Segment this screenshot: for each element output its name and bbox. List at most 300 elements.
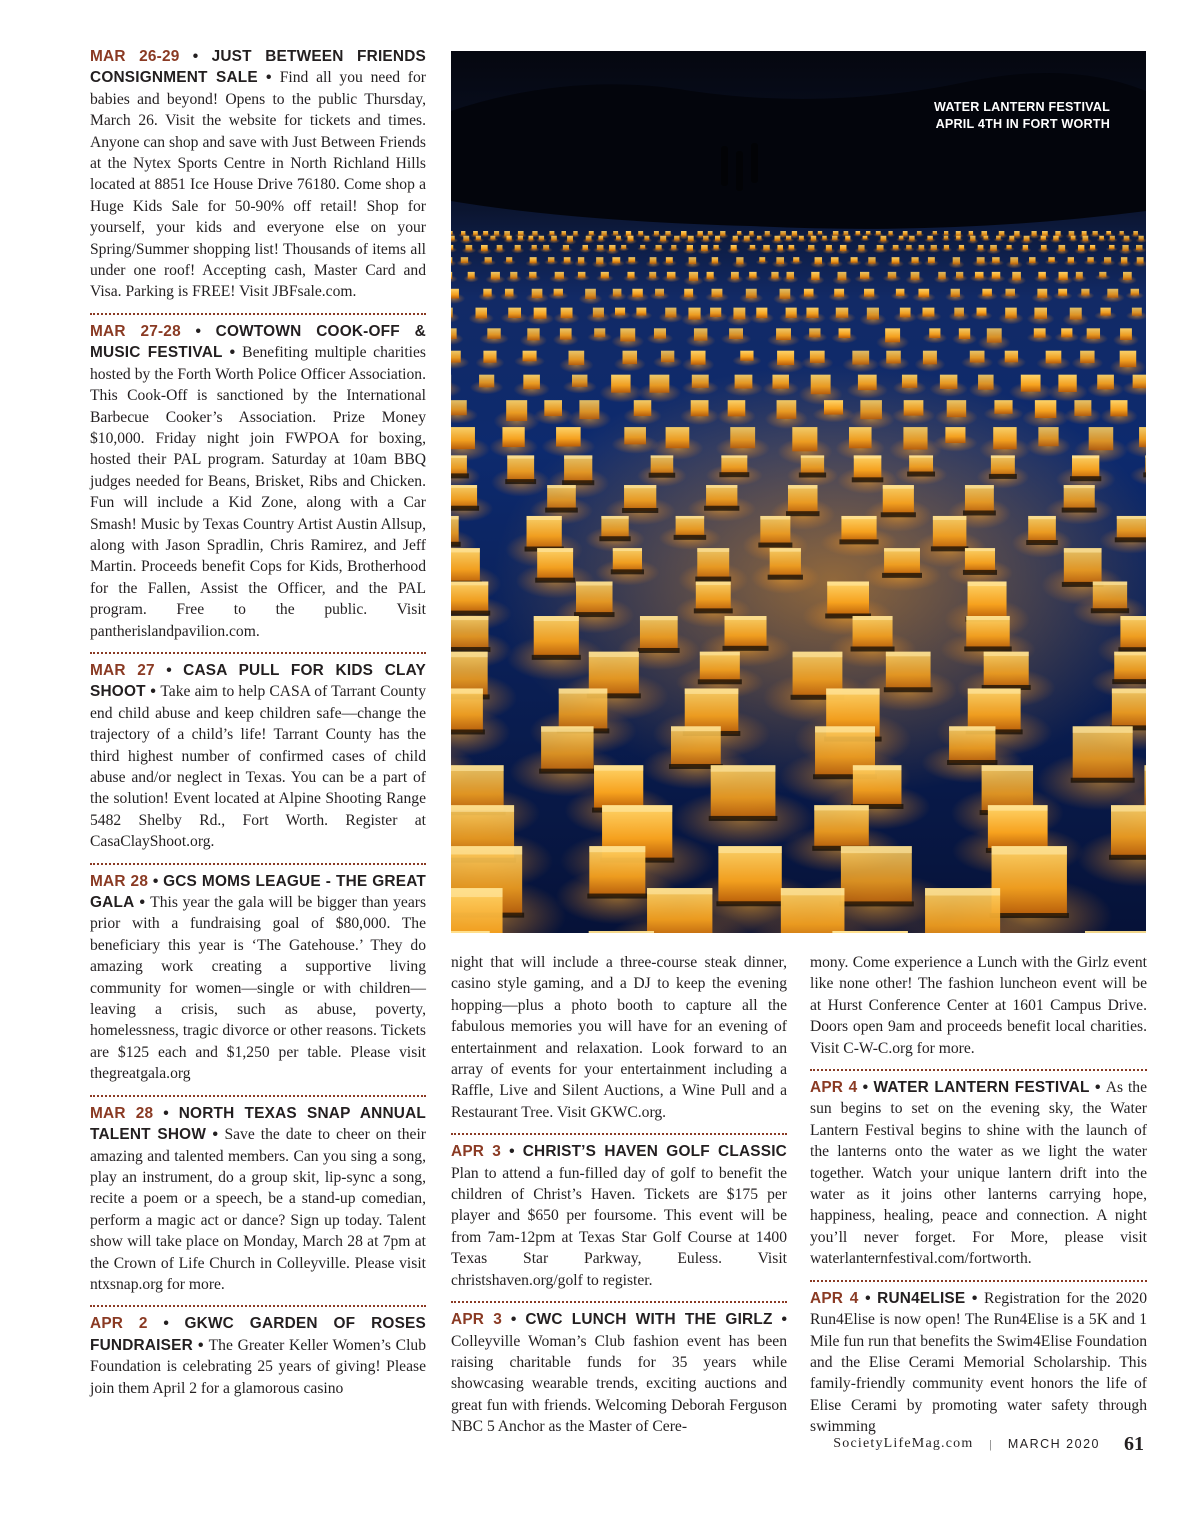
lantern xyxy=(750,308,774,324)
lantern xyxy=(702,272,718,283)
lantern xyxy=(842,351,879,373)
lantern xyxy=(1038,245,1051,253)
lantern xyxy=(971,308,993,321)
lantern xyxy=(1101,289,1125,303)
caption-line: APRIL 4TH IN FORT WORTH xyxy=(935,117,1110,131)
lantern xyxy=(1026,427,1070,457)
lantern xyxy=(915,308,941,322)
lantern xyxy=(573,272,589,281)
lantern xyxy=(624,257,639,265)
lantern xyxy=(1053,289,1073,300)
lantern xyxy=(638,375,682,403)
lantern xyxy=(451,236,458,243)
person-silhouette xyxy=(736,151,743,191)
dotted-divider xyxy=(810,1069,1147,1071)
lantern xyxy=(934,272,950,283)
lantern xyxy=(745,272,761,282)
lantern xyxy=(727,245,740,254)
lantern xyxy=(1104,231,1114,237)
lantern xyxy=(828,289,850,301)
lantern xyxy=(623,400,661,425)
lantern xyxy=(984,400,1024,421)
event-body: As the sun begins to set on the evening sky, the Water Lantern Festival begins to shine with the launch of the lanterns onto the water as we light the water together. Watch your unique lantern drift into the water as it joins other lanterns carrying hope, happiness, healing, peace and connection. A night you’ll never forget. For More, please visit waterlanternfestival.com/fortworth. xyxy=(810,1079,1148,1268)
lantern xyxy=(705,289,729,302)
event-title: CHRIST’S HAVEN GOLF CLASSIC xyxy=(522,1143,787,1161)
distant-shoreline xyxy=(451,73,1146,229)
lantern xyxy=(799,308,826,324)
lantern xyxy=(1077,805,1146,887)
lantern xyxy=(541,427,595,457)
lantern xyxy=(828,308,855,324)
event-date: MAR 26-29 xyxy=(90,48,180,65)
lantern xyxy=(1054,245,1069,255)
lantern xyxy=(876,328,909,350)
lantern xyxy=(836,245,850,254)
lantern xyxy=(485,272,505,284)
lantern xyxy=(820,236,830,242)
lantern xyxy=(864,257,880,267)
lantern xyxy=(1119,245,1133,254)
event-body: mony. Come experience a Lunch with the Girlz event like none other! The fashion luncheon event will be at Hurst Conference Center at 1601 Campus Drive. Doors open 9am and proceeds benefit local charities. Visit C-W-C.org for more. xyxy=(810,954,1147,1057)
event-title: CWC LUNCH WITH THE GIRLZ xyxy=(525,1311,773,1329)
lantern xyxy=(502,257,515,265)
event-body: Take aim to help CASA of Tarrant County end child abuse and keep children safe—change the trajectory of a child’s life! Tarrant County has the third highest number of confirmed cases of child abuse and/or neglect in Texas. You can be a part of the solution! Event located at Alpine Shooting Range 5482 Shelby Rd., Fort Worth. Register at CasaClayShoot.org. xyxy=(90,683,426,851)
lantern xyxy=(1028,231,1039,239)
lantern xyxy=(835,427,885,460)
lantern xyxy=(592,257,608,268)
lantern xyxy=(767,328,800,346)
lantern xyxy=(924,257,939,266)
event-casa-clay-shoot: MAR 27 • CASA PULL FOR KIDS CLAY SHOOT • Take aim to help CASA of Tarrant County end child abuse and keep children safe—change the trajectory of a child’s life! Tarrant County has the third highest number of confirmed cases of child abuse and/or neglect in Texas. You can be a part of the solution! Event located at Alpine Shooting Range 5482 Shelby Rd., Fort Worth. Register at CasaClayShoot.org. xyxy=(90,661,426,851)
lantern xyxy=(739,289,763,304)
footer-site: SocietyLifeMag.com xyxy=(833,1436,974,1451)
lantern xyxy=(451,455,480,488)
lantern xyxy=(883,272,902,282)
lantern xyxy=(759,245,773,253)
lantern xyxy=(970,272,989,282)
lantern xyxy=(653,351,682,369)
lantern xyxy=(1032,289,1054,303)
lantern xyxy=(826,257,843,267)
lantern xyxy=(945,289,965,302)
lantern xyxy=(1003,245,1014,251)
lantern xyxy=(773,289,797,305)
lantern xyxy=(1009,375,1052,401)
lantern xyxy=(863,231,873,236)
lantern xyxy=(905,272,924,284)
dotted-divider xyxy=(90,1095,426,1097)
lantern xyxy=(599,375,642,403)
person-silhouette xyxy=(751,143,758,183)
lantern xyxy=(853,231,863,237)
lantern xyxy=(977,289,998,301)
lantern xyxy=(682,375,719,395)
lantern xyxy=(618,245,629,251)
lantern xyxy=(1106,245,1118,252)
lantern xyxy=(451,328,463,345)
dotted-divider xyxy=(90,313,426,315)
lantern xyxy=(873,245,888,253)
lantern xyxy=(933,427,977,452)
lantern xyxy=(586,308,610,323)
lantern xyxy=(1099,516,1146,554)
lantern xyxy=(903,245,915,252)
lantern xyxy=(806,272,824,285)
lantern xyxy=(941,236,951,242)
lantern xyxy=(548,289,568,300)
lantern xyxy=(679,289,699,302)
lantern xyxy=(1000,289,1021,300)
lantern xyxy=(804,245,818,253)
lantern xyxy=(717,400,756,425)
lantern xyxy=(1117,257,1131,267)
lantern xyxy=(526,308,554,325)
lantern xyxy=(832,272,851,285)
lantern xyxy=(765,400,808,429)
lantern xyxy=(595,548,659,586)
lantern xyxy=(767,272,783,283)
lantern xyxy=(763,375,799,397)
lantern xyxy=(451,272,458,283)
dotted-divider xyxy=(90,863,426,865)
lantern xyxy=(451,257,456,266)
lantern xyxy=(1126,308,1146,321)
photo-caption xyxy=(934,99,1110,133)
lantern xyxy=(956,245,967,252)
dotted-divider xyxy=(90,1305,426,1307)
lantern xyxy=(451,308,459,323)
lantern xyxy=(686,328,716,347)
lantern xyxy=(860,308,887,326)
event-date: APR 4 xyxy=(810,1079,858,1097)
lantern xyxy=(1025,257,1039,266)
lantern xyxy=(785,245,797,252)
event-body: The Greater Keller Women’s Club Foundation is celebrating 25 years of giving! Please join them April 2 for a glamorous casino xyxy=(90,1336,426,1397)
lantern xyxy=(544,257,558,265)
lantern xyxy=(697,245,712,254)
lantern xyxy=(1019,245,1031,253)
lantern xyxy=(506,272,522,283)
lantern xyxy=(969,375,1003,398)
lantern xyxy=(854,272,874,283)
lantern xyxy=(1100,257,1116,266)
event-title: COWTOWN COOK-OFF & MUSIC FESTIVAL xyxy=(90,322,427,362)
lantern xyxy=(1118,272,1137,284)
lantern xyxy=(1087,375,1124,398)
lantern xyxy=(1110,351,1146,377)
lantern xyxy=(878,351,910,371)
lantern xyxy=(637,245,648,251)
event-body: Registration for the 2020 Run4Elise is now open! The Run4Elise is a 5K and 1 Mile fun run that benefits the Swim4Elise Foundation and the Elise Cerami Memorial Scholarship. This family-friendly community event honors the life of Elise Cerami by promoting water safety through swimming xyxy=(810,1289,1147,1436)
lantern xyxy=(978,328,1011,350)
person-silhouette xyxy=(721,146,728,186)
lantern xyxy=(810,257,826,268)
lantern xyxy=(1113,328,1139,346)
lantern xyxy=(451,289,465,304)
lantern xyxy=(1044,257,1058,265)
lantern xyxy=(651,427,703,460)
lantern xyxy=(721,328,752,345)
lantern xyxy=(534,400,573,425)
lantern xyxy=(1120,236,1132,243)
lantern xyxy=(596,272,614,282)
lantern xyxy=(608,257,625,266)
lantern xyxy=(891,289,910,300)
event-cwc-lunch-continued xyxy=(810,952,1147,1059)
lantern xyxy=(608,289,627,301)
lantern xyxy=(668,245,680,252)
lantern xyxy=(637,455,687,486)
lantern xyxy=(491,455,550,496)
column-middle xyxy=(451,952,787,1438)
lantern xyxy=(726,272,743,283)
event-title: NORTH TEXAS SNAP ANNUAL TALENT SHOW xyxy=(90,1104,426,1144)
lantern xyxy=(726,308,752,326)
lantern xyxy=(480,257,496,265)
page-number: 61 xyxy=(1124,1432,1144,1455)
lantern xyxy=(860,236,870,242)
event-body: Save the date to cheer on their amazing and talented members. Can you sing a song, play an instrument, do a group skit, lip-sync a song, recite a poem or a speech, be a stand-up comedian, perform a magic act or dance? Sign up today. Talent show will take place on Monday, March 28 at 7pm at the Crown of Life Church in Colleyville. Please visit ntxsnap.org for more. xyxy=(90,1126,426,1293)
lantern xyxy=(889,245,902,252)
lantern xyxy=(972,257,989,267)
lantern xyxy=(511,245,524,253)
lantern xyxy=(1022,400,1069,428)
lantern xyxy=(560,257,575,265)
lantern xyxy=(478,289,496,301)
lantern xyxy=(623,272,639,282)
lantern xyxy=(525,272,541,282)
lantern xyxy=(587,328,611,342)
lantern xyxy=(952,272,968,282)
lantern xyxy=(789,257,803,265)
event-gkwc-fundraiser: APR 2 • GKWC GARDEN OF ROSES FUNDRAISER • The Greater Keller Women’s Club Foundation is celebrating 25 years of giving! Please join them April 2 for a glamorous casino xyxy=(90,1315,426,1397)
lantern xyxy=(451,375,462,398)
lantern xyxy=(451,400,478,423)
lantern xyxy=(847,400,894,430)
dotted-divider xyxy=(810,1280,1147,1282)
lantern xyxy=(1007,272,1026,285)
lantern xyxy=(593,245,607,253)
lantern xyxy=(567,400,611,429)
lantern xyxy=(961,351,993,369)
lantern xyxy=(1064,257,1078,266)
lantern xyxy=(1072,272,1087,283)
dotted-divider xyxy=(451,1133,787,1135)
lantern xyxy=(892,400,935,424)
event-body: Find all you need for babies and beyond! Opens to the public Thursday, March 26. Visit the website for tickets and times. Anyone can shop and save with Just Between Friends at the Nytex Sports Centre in North Richland Hills located at 8851 Ice House Drive 76180. Come shop a Huge Kids Sale for 50-90% off retail! Shop for yourself, your kids and everyone else on your Spring/Summer shopping list! Thousands of items all under one roof! Accepting cash, Master Card and Visa. Parking is FREE! Visit JBFsale.com. xyxy=(90,69,426,301)
lantern xyxy=(470,375,503,395)
lantern xyxy=(1095,272,1111,280)
lantern xyxy=(563,375,597,394)
lantern xyxy=(574,257,588,267)
lantern xyxy=(997,351,1026,369)
lantern xyxy=(1053,272,1073,285)
event-body: This year the gala will be bigger than years prior with a fundraising goal of $80,000. The beneficiary this year is ‘The Gatehouse.’ They do amazing work creating a supportive living community for women—single or with children—leaving a crisis, such as abuse, poverty, homelessness, tragic divorce or other reasons. Tickets are $125 each and $1,250 per table. Please visit thegreatgala.org xyxy=(90,894,427,1083)
lantern xyxy=(1063,308,1089,326)
lantern xyxy=(798,289,819,301)
lantern xyxy=(553,328,579,346)
lantern xyxy=(662,257,677,266)
event-run4elise: APR 4 • RUN4ELISE • Registration for the 2020 Run4Elise is now open! The Run4Elise is a 5K and 1 Mile fun run that benefits the Swim4Elise Foundation and the Elise Cerami Memorial Scholarship. This family-friendly community event honors the life of Elise Cerami by promoting water safety through swimming xyxy=(810,1289,1147,1436)
event-christs-haven-golf: APR 3 • CHRIST’S HAVEN GOLF CLASSIC Plan to attend a fun-filled day of golf to benefit the children of Christ’s Haven. Tickets are $175 per player and $650 per foursome. This event will be from 7am-12pm at Texas Star Golf Course at 1400 Texas Star Parkway, Euless. Visit christshaven.org/golf to register. xyxy=(451,1143,787,1289)
lantern xyxy=(451,231,455,237)
lantern xyxy=(929,375,967,397)
footer-issue-month: MARCH 2020 xyxy=(1007,1437,1100,1451)
lantern xyxy=(927,245,941,253)
lantern xyxy=(476,351,505,370)
lantern xyxy=(1107,236,1118,243)
event-body: Colleyville Woman’s Club fashion event has been raising charitable funds for 35 years while showcasing wearable trends, exciting auctions and great fun with friends. Welcoming Deborah Ferguson NBC 5 Anchor as the Master of Cere- xyxy=(451,1332,787,1436)
lantern xyxy=(647,328,674,344)
lantern xyxy=(998,308,1023,325)
lantern xyxy=(914,231,924,237)
lantern xyxy=(886,231,895,237)
lantern xyxy=(858,289,880,301)
lantern xyxy=(611,328,644,348)
lantern xyxy=(525,289,548,303)
lantern xyxy=(949,308,970,322)
lantern xyxy=(525,257,540,267)
lantern xyxy=(1126,289,1145,299)
lantern xyxy=(1133,257,1146,267)
event-date: APR 3 xyxy=(451,1311,502,1329)
lantern xyxy=(514,351,545,367)
lantern xyxy=(1047,375,1087,402)
lantern xyxy=(912,289,936,302)
lantern xyxy=(477,245,492,255)
lantern xyxy=(988,257,1005,266)
lantern xyxy=(469,308,494,325)
lantern xyxy=(579,289,603,305)
lantern xyxy=(746,245,758,252)
lantern xyxy=(801,351,833,370)
event-date: APR 3 xyxy=(451,1143,502,1161)
column-right xyxy=(810,952,1147,1438)
event-body: night that will include a three-course steak dinner, casino style gaming, and a DJ to keep the evening hopping—plus a photo booth to capture all the fabulous memories you will have for an evening of entertainment and relaxation. Look forward to an array of events for your entertainment including a Raffle, Live and Silent Auctions, a Wine Pull and a Restaurant Tree. Visit GKWC.org. xyxy=(451,954,787,1121)
lantern xyxy=(974,245,987,253)
lantern xyxy=(480,231,491,237)
lantern xyxy=(682,351,715,373)
lantern xyxy=(847,375,888,399)
event-water-lantern-festival: APR 4 • WATER LANTERN FESTIVAL • As the sun begins to set on the evening sky, the Water Lantern Festival begins to shine with the launch of the lanterns onto the water as we light the water together. Watch your unique lantern drift into the water as it joins other lanterns carrying hope, happiness, healing, peace and connection. A night you’ll never forget. For More, please visit waterlanternfestival.com/fortworth. xyxy=(810,1079,1148,1268)
event-title: GKWC GARDEN OF ROSES FUNDRAISER xyxy=(90,1315,426,1354)
lantern xyxy=(1079,328,1108,344)
lantern xyxy=(501,308,529,324)
lantern xyxy=(846,257,861,266)
lantern xyxy=(614,351,646,372)
lantern xyxy=(631,308,653,320)
event-title: WATER LANTERN FESTIVAL xyxy=(873,1079,1090,1097)
lantern xyxy=(493,245,506,253)
lantern xyxy=(1130,455,1146,486)
lantern xyxy=(463,272,478,283)
event-body: Plan to attend a fun-filled day of golf to benefit the children of Christ’s Haven. Tickets are $175 per player and $650 per foursome. This event will be from 7am-12pm at Texas Star Golf Course at 1400 Texas Star Parkway, Euless. Visit christshaven.org/golf to register. xyxy=(451,1164,787,1289)
lantern xyxy=(977,455,1030,488)
lantern xyxy=(779,308,803,324)
lantern xyxy=(683,245,697,254)
lantern xyxy=(1027,308,1055,325)
lantern xyxy=(1064,400,1101,425)
page-footer xyxy=(833,1430,1144,1458)
lantern xyxy=(724,375,763,397)
event-gkwc-fundraiser-continued xyxy=(451,952,787,1123)
lantern xyxy=(662,272,681,282)
lantern xyxy=(715,427,770,460)
lantern xyxy=(646,257,661,267)
lantern xyxy=(540,245,553,253)
lantern xyxy=(1006,257,1023,268)
lantern xyxy=(767,351,804,373)
lantern xyxy=(609,308,631,320)
lantern xyxy=(1071,351,1103,370)
lantern xyxy=(626,289,649,302)
event-date: APR 4 xyxy=(810,1289,859,1307)
lantern xyxy=(559,351,593,373)
lantern xyxy=(815,231,825,236)
lantern xyxy=(559,245,573,253)
lantern xyxy=(1100,400,1138,425)
lantern xyxy=(887,257,904,267)
lantern xyxy=(1084,257,1098,265)
lantern xyxy=(703,308,727,323)
lantern xyxy=(554,308,580,324)
lantern xyxy=(650,289,670,300)
lantern xyxy=(952,328,977,345)
lantern-illustration xyxy=(451,51,1146,933)
lantern xyxy=(1089,231,1101,237)
event-date: MAR 27 xyxy=(90,661,155,679)
lantern xyxy=(756,257,769,265)
dotted-divider xyxy=(451,1301,787,1303)
event-date: APR 2 xyxy=(90,1315,148,1333)
lantern xyxy=(1054,328,1079,342)
lantern xyxy=(986,245,1001,254)
event-great-gala: MAR 28 • GCS MOMS LEAGUE - THE GREAT GALA • This year the gala will be bigger than years prior with a fundraising goal of $80,000. The beneficiary this year is ‘The Gatehouse.’ They do amazing work creating a supportive living community for women—single or with children—leaving a crisis, such as abuse, poverty, homelessness, tragic divorce or other reasons. Tickets are $125 each and $1,250 per table. Please visit thegreatgala.org xyxy=(90,872,427,1083)
lantern xyxy=(735,231,744,237)
dotted-divider xyxy=(90,652,426,654)
lantern xyxy=(645,272,660,282)
lantern xyxy=(732,257,748,268)
lantern xyxy=(456,257,472,266)
lantern xyxy=(732,351,761,366)
lantern xyxy=(930,231,940,236)
lantern xyxy=(1036,351,1070,371)
lantern xyxy=(520,328,547,347)
lantern xyxy=(907,257,923,266)
lantern xyxy=(461,245,476,253)
lantern xyxy=(479,328,508,344)
lantern xyxy=(1076,289,1094,300)
event-date: MAR 27-28 xyxy=(90,322,181,340)
lantern xyxy=(1125,427,1146,458)
lantern xyxy=(489,427,538,458)
lantern xyxy=(710,245,722,252)
lantern xyxy=(772,257,789,268)
lantern xyxy=(528,245,539,252)
lantern xyxy=(1132,245,1146,253)
lantern xyxy=(1094,308,1117,321)
lantern xyxy=(730,236,741,244)
event-date: MAR 28 xyxy=(90,1104,154,1122)
lantern xyxy=(451,351,469,369)
lantern xyxy=(935,400,978,426)
lantern xyxy=(579,245,591,253)
lantern xyxy=(941,245,953,252)
lantern xyxy=(924,236,936,243)
lantern xyxy=(658,308,683,323)
event-title: RUN4ELISE xyxy=(877,1289,966,1307)
event-title: CASA PULL FOR KIDS CLAY SHOOT xyxy=(90,661,426,701)
